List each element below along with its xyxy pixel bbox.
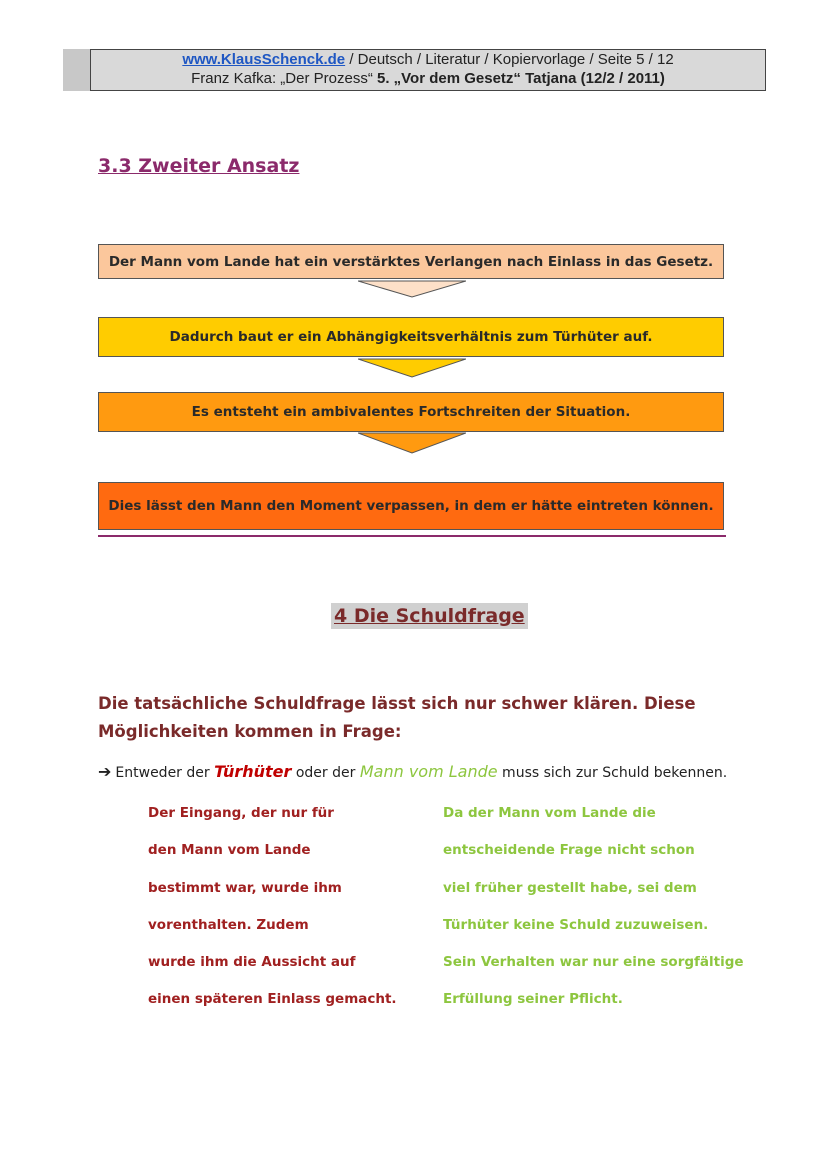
website-link[interactable]: www.KlausSchenck.de bbox=[182, 51, 346, 68]
header-line-1 bbox=[91, 50, 765, 69]
argument-line: Türhüter keine Schuld zuzuweisen. bbox=[443, 916, 709, 933]
header-line-2 bbox=[91, 69, 765, 88]
chapter-title: 4 Die Schuldfrage bbox=[331, 603, 528, 629]
argument-line: den Mann vom Lande bbox=[148, 842, 311, 859]
argument-tuerhueter-column bbox=[148, 803, 397, 1027]
section-title: 3.3 Zweiter Ansatz bbox=[98, 155, 300, 177]
argument-line: vorenthalten. Zudem bbox=[148, 916, 309, 933]
argument-line: Da der Mann vom Lande die bbox=[443, 805, 656, 821]
right-arrow-icon: ➔ bbox=[98, 762, 112, 781]
flow-step-3: Es entsteht ein ambivalentes Fortschreiten der Situation. bbox=[98, 392, 724, 432]
either-mann: Mann vom Lande bbox=[359, 762, 498, 781]
argument-line: bestimmt war, wurde ihm bbox=[148, 879, 342, 896]
argument-line: wurde ihm die Aussicht auf bbox=[148, 954, 356, 971]
flow-step-4: Dies lässt den Mann den Moment verpassen, in dem er hätte eintreten können. bbox=[98, 482, 724, 530]
flow-arrow-1 bbox=[358, 280, 466, 298]
argument-line: einen späteren Einlass gemacht. bbox=[148, 991, 397, 1008]
argument-mann-column bbox=[443, 803, 744, 1027]
flow-arrow-3 bbox=[358, 432, 466, 454]
either-middle: oder der bbox=[291, 765, 360, 781]
header-work-title: Franz Kafka: „Der Prozess“ bbox=[191, 70, 377, 87]
argument-line: Der Eingang, der nur für bbox=[148, 805, 334, 821]
argument-line: Erfüllung seiner Pflicht. bbox=[443, 991, 623, 1008]
header-path: / Deutsch / Literatur / Kopiervorlage / Seite 5 / 12 bbox=[345, 51, 674, 68]
either-prefix: Entweder der bbox=[115, 765, 215, 781]
flow-step-1: Der Mann vom Lande hat ein verstärktes Verlangen nach Einlass in das Gesetz. bbox=[98, 244, 724, 279]
argument-line: entscheidende Frage nicht schon bbox=[443, 842, 695, 859]
flow-step-2: Dadurch baut er ein Abhängigkeitsverhältnis zum Türhüter auf. bbox=[98, 317, 724, 357]
either-tuerhueter: Türhüter bbox=[214, 762, 292, 781]
either-suffix: muss sich zur Schuld bekennen. bbox=[497, 765, 728, 781]
either-line bbox=[98, 762, 727, 781]
intro-paragraph: Die tatsächliche Schuldfrage lässt sich nur schwer klären. Diese Möglichkeiten kommen in Frage: bbox=[98, 694, 696, 741]
argument-line: Sein Verhalten war nur eine sorgfältige bbox=[443, 954, 744, 971]
header-chapter: 5. „Vor dem Gesetz“ Tatjana (12/2 / 2011) bbox=[376, 70, 665, 87]
page-header bbox=[90, 49, 766, 91]
argument-line: viel früher gestellt habe, sei dem bbox=[443, 879, 697, 896]
section-divider bbox=[98, 535, 726, 537]
flow-arrow-2 bbox=[358, 358, 466, 378]
header-gray-block bbox=[63, 49, 93, 91]
